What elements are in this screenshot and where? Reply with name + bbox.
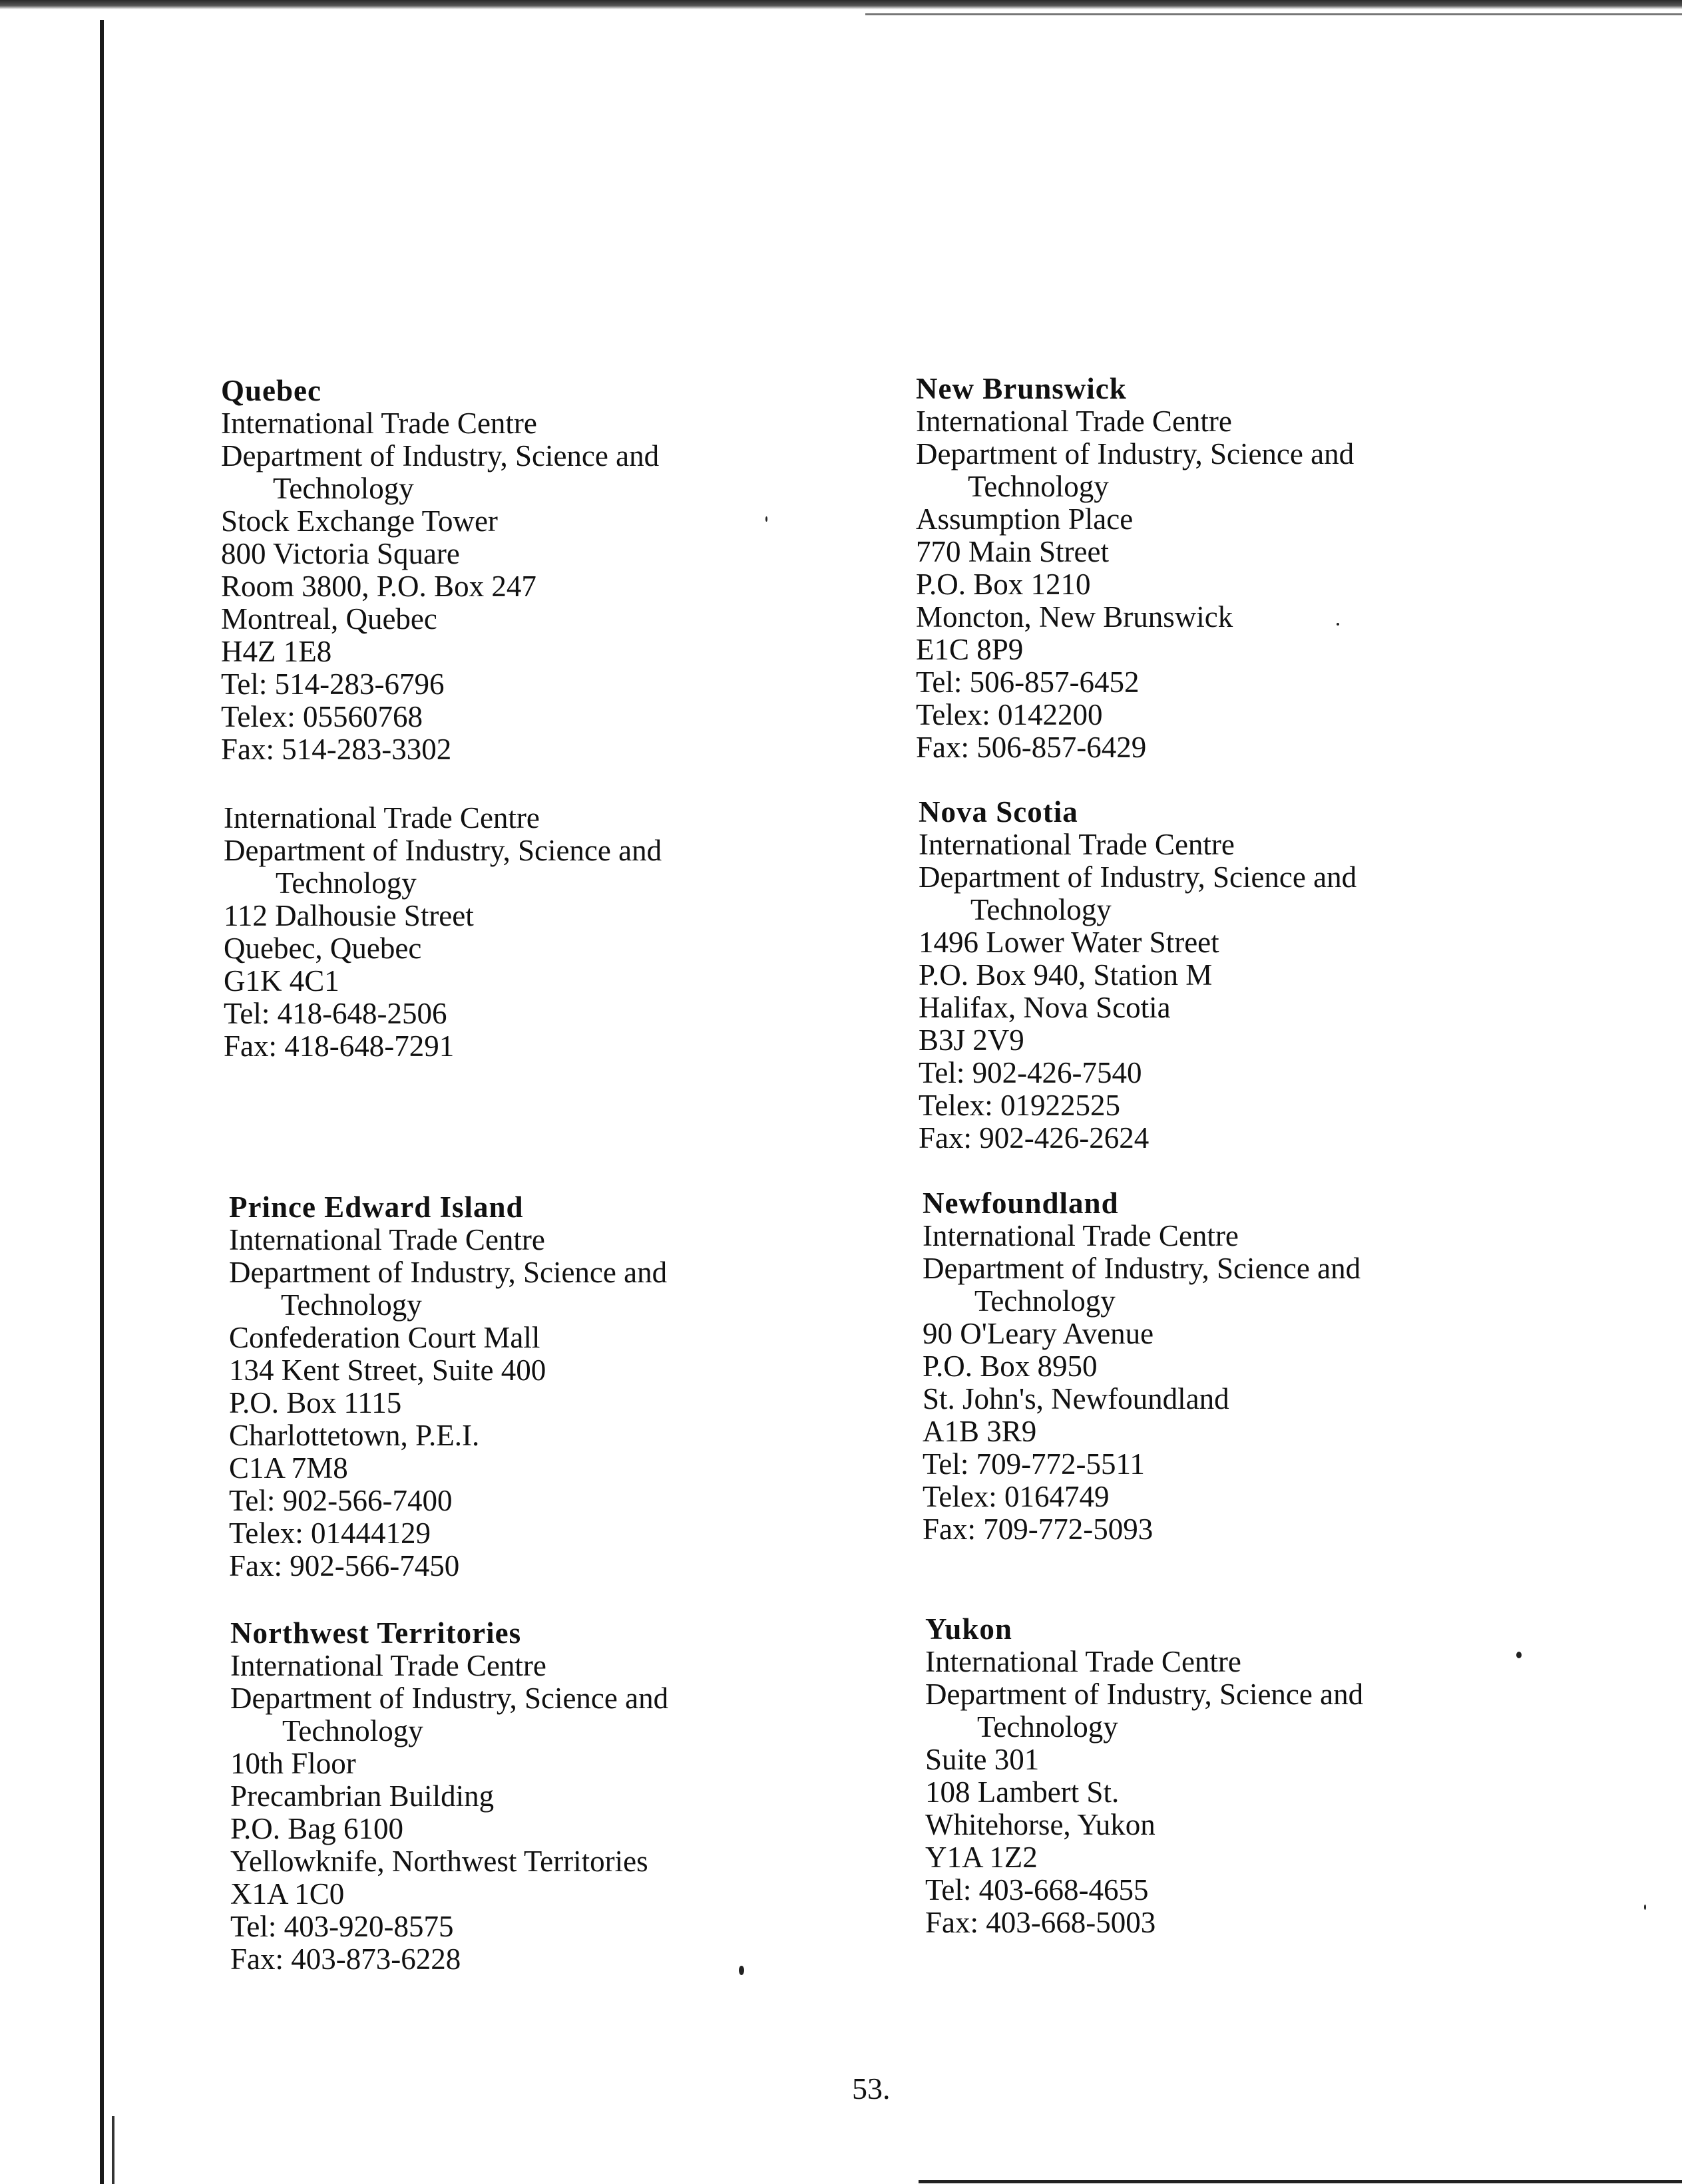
telex-line: Telex: 0164749 — [923, 1480, 1110, 1513]
scan-speck — [1337, 623, 1339, 626]
address-line: 10th Floor — [230, 1747, 356, 1780]
tel-line: Tel: 902-566-7400 — [229, 1484, 453, 1517]
scan-edge-rule — [865, 13, 1682, 15]
address-line: International Trade Centre — [925, 1645, 1241, 1678]
tel-line: Tel: 403-668-4655 — [925, 1873, 1149, 1907]
scan-speck — [739, 1966, 744, 1975]
scan-edge-top — [0, 0, 1682, 9]
address-line: 112 Dalhousie Street — [224, 899, 474, 932]
tel-line: Tel: 403-920-8575 — [230, 1910, 454, 1943]
address-line: Halifax, Nova Scotia — [919, 991, 1171, 1024]
fax-line: Fax: 418-648-7291 — [224, 1029, 455, 1063]
address-line: E1C 8P9 — [916, 633, 1024, 666]
office-heading: Northwest Territories — [230, 1616, 522, 1650]
fax-line: Fax: 506-857-6429 — [916, 731, 1147, 764]
address-line: Suite 301 — [925, 1743, 1040, 1776]
page-number: 53. — [852, 2072, 891, 2105]
address-line: Technology — [968, 470, 1109, 503]
office-block-yukon — [925, 1613, 1444, 1939]
address-line: International Trade Centre — [230, 1649, 546, 1682]
address-line: International Trade Centre — [916, 405, 1232, 438]
address-line: Department of Industry, Science and — [221, 439, 660, 472]
fax-line: Fax: 709-772-5093 — [923, 1513, 1154, 1546]
office-heading: Nova Scotia — [919, 795, 1078, 828]
address-line: X1A 1C0 — [230, 1877, 345, 1911]
office-heading: Prince Edward Island — [229, 1190, 524, 1224]
address-line: St. John's, Newfoundland — [923, 1382, 1229, 1415]
fax-line: Fax: 902-426-2624 — [919, 1121, 1150, 1155]
office-block-nova-scotia — [919, 796, 1438, 1155]
telex-line: Telex: 01444129 — [229, 1517, 431, 1550]
address-line: Y1A 1Z2 — [925, 1841, 1038, 1874]
address-line: Department of Industry, Science and — [923, 1252, 1361, 1285]
office-heading: Newfoundland — [923, 1186, 1119, 1220]
address-line: P.O. Box 940, Station M — [919, 958, 1213, 992]
address-line: B3J 2V9 — [919, 1023, 1024, 1057]
address-line: 108 Lambert St. — [925, 1775, 1120, 1809]
office-heading: Yukon — [925, 1612, 1012, 1646]
address-line: Assumption Place — [916, 502, 1134, 536]
office-block-new-brunswick — [916, 373, 1435, 764]
address-line: Room 3800, P.O. Box 247 — [221, 570, 536, 603]
address-line: International Trade Centre — [919, 828, 1235, 861]
address-line: 1496 Lower Water Street — [919, 926, 1219, 959]
office-block-northwest-territories — [230, 1617, 749, 1976]
address-line: Precambrian Building — [230, 1779, 495, 1813]
telex-line: Telex: 05560768 — [221, 700, 423, 733]
address-line: Technology — [977, 1710, 1118, 1743]
page-left-border — [100, 20, 104, 2184]
tel-line: Tel: 514-283-6796 — [221, 667, 445, 701]
address-line: International Trade Centre — [221, 407, 537, 440]
address-line: Confederation Court Mall — [229, 1321, 540, 1354]
address-line: Charlottetown, P.E.I. — [229, 1419, 480, 1452]
tel-line: Tel: 418-648-2506 — [224, 997, 447, 1030]
address-line: Quebec, Quebec — [224, 932, 422, 965]
office-block-quebec-city — [224, 802, 743, 1063]
address-line: Technology — [974, 1284, 1116, 1318]
scan-speck — [765, 516, 767, 522]
address-line: Technology — [970, 893, 1112, 926]
address-line: P.O. Box 8950 — [923, 1350, 1098, 1383]
address-line: P.O. Box 1115 — [229, 1386, 402, 1419]
address-line: International Trade Centre — [923, 1219, 1239, 1252]
address-line: International Trade Centre — [224, 801, 540, 834]
office-heading: Quebec — [221, 374, 321, 407]
address-line: Moncton, New Brunswick — [916, 600, 1233, 634]
page-bottom-border — [919, 2180, 1682, 2183]
address-line: Department of Industry, Science and — [230, 1682, 669, 1715]
tel-line: Tel: 902-426-7540 — [919, 1056, 1142, 1089]
scan-speck — [1644, 1905, 1646, 1910]
office-block-prince-edward-island — [229, 1191, 748, 1582]
page-left-border-secondary — [112, 2116, 114, 2184]
address-line: Montreal, Quebec — [221, 602, 437, 636]
address-line: 134 Kent Street, Suite 400 — [229, 1354, 546, 1387]
address-line: C1A 7M8 — [229, 1451, 348, 1485]
address-line: International Trade Centre — [229, 1223, 545, 1256]
address-line: P.O. Bag 6100 — [230, 1812, 404, 1845]
address-line: A1B 3R9 — [923, 1415, 1037, 1448]
office-block-quebec-montreal — [221, 375, 740, 766]
office-block-newfoundland — [923, 1187, 1442, 1546]
address-line: Department of Industry, Science and — [916, 437, 1355, 470]
address-line: Yellowknife, Northwest Territories — [230, 1845, 648, 1878]
address-line: 800 Victoria Square — [221, 537, 460, 570]
address-line: Technology — [281, 1288, 422, 1322]
address-line: 770 Main Street — [916, 535, 1109, 568]
tel-line: Tel: 506-857-6452 — [916, 665, 1140, 699]
address-line: Department of Industry, Science and — [919, 860, 1357, 894]
telex-line: Telex: 0142200 — [916, 698, 1103, 731]
address-line: Department of Industry, Science and — [925, 1678, 1364, 1711]
fax-line: Fax: 514-283-3302 — [221, 733, 452, 766]
fax-line: Fax: 403-873-6228 — [230, 1942, 461, 1976]
address-line: 90 O'Leary Avenue — [923, 1317, 1154, 1350]
address-line: G1K 4C1 — [224, 964, 339, 998]
office-heading: New Brunswick — [916, 372, 1127, 405]
scan-speck — [1516, 1652, 1522, 1658]
address-line: Technology — [276, 866, 417, 900]
fax-line: Fax: 403-668-5003 — [925, 1906, 1156, 1939]
telex-line: Telex: 01922525 — [919, 1089, 1121, 1122]
address-line: Whitehorse, Yukon — [925, 1808, 1156, 1841]
address-line: P.O. Box 1210 — [916, 568, 1091, 601]
address-line: Department of Industry, Science and — [224, 834, 662, 867]
address-line: Stock Exchange Tower — [221, 504, 498, 538]
address-line: H4Z 1E8 — [221, 635, 332, 668]
address-line: Department of Industry, Science and — [229, 1256, 668, 1289]
address-line: Technology — [273, 472, 414, 505]
fax-line: Fax: 902-566-7450 — [229, 1549, 460, 1582]
address-line: Technology — [282, 1714, 423, 1747]
tel-line: Tel: 709-772-5511 — [923, 1447, 1145, 1481]
